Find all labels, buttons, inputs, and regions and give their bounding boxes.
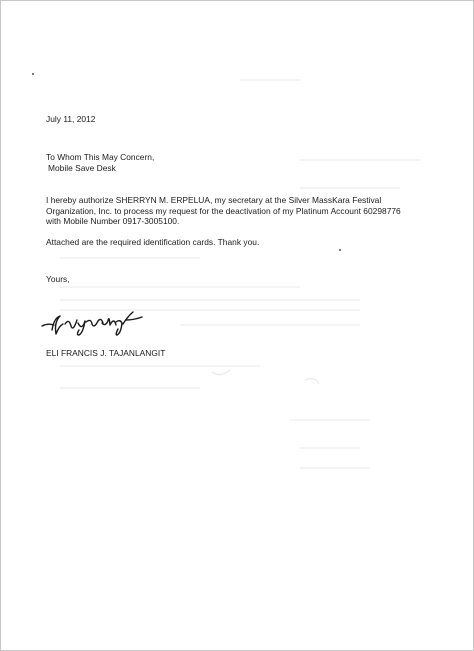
body-line: Organization, Inc. to process my request for the deactivation of my Platinum Account 60298776 [46, 205, 401, 216]
handwritten-signature [38, 306, 148, 342]
letter-date: July 11, 2012 [46, 114, 96, 124]
recipient-line: To Whom This May Concern, [46, 152, 155, 162]
attached-note: Attached are the required identification cards. Thank you. [46, 237, 260, 247]
closing: Yours, [46, 274, 70, 284]
body-line: with Mobile Number 0917-3005100. [46, 216, 180, 227]
recipient-line: Mobile Save Desk [48, 162, 116, 173]
scan-speck [339, 249, 341, 251]
scan-speck [32, 73, 34, 75]
body-line: I hereby authorize SHERRYN M. ERPELUA, my secretary at the Silver MassKara Festival [46, 195, 382, 205]
recipient-block [46, 152, 154, 173]
signer-name: ELI FRANCIS J. TAJANLANGIT [46, 348, 166, 358]
body-paragraph [46, 195, 401, 227]
